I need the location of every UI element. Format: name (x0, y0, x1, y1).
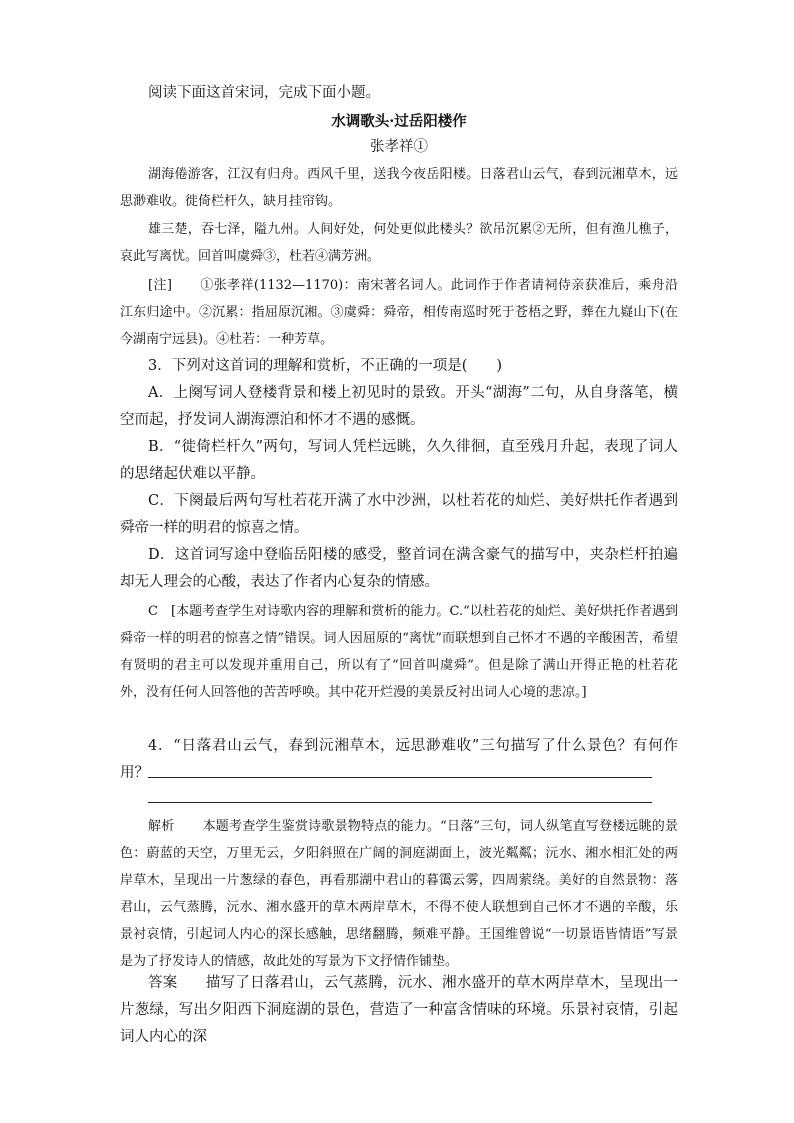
analysis-text: 本题考查学生鉴赏诗歌景物特点的能力。“日落”三句，词人纵笔直写登楼远眺的景色：蔚蓝的天空，万里无云，夕阳斜照在广阔的洞庭湖面上，波光粼粼；沅水、湘水相汇处的两岸草木，呈现出一片葱绿的春色，再看那湖中君山的暮霭云雾，四周萦绕。美好的自然景物：落君山，云气蒸腾，沅水、湘水盛开的草木两岸草木，不得不使人联想到自己怀才不遇的辛酸，乐景衬哀情，引起词人内心的深长感触，思绪翻腾，频难平静。王国维曾说“一切景语皆情语”写景是为了抒发诗人的情感，故此处的写景为下文抒情作铺垫。 (120, 819, 678, 969)
notes-label: [注] (148, 278, 172, 293)
analysis-label: 解析 (148, 819, 175, 834)
question-3-option-a: A．上阕写词人登楼背景和楼上初见时的景致。开头“湖海”二句，从自身落笔，横空而起，抒发词人湖海漂泊和怀才不遇的感慨。 (120, 385, 678, 428)
poem-stanza-1: 湖海倦游客，江汉有归舟。西风千里，送我今夜岳阳楼。日落君山云气，春到沅湘草木，远思渺难收。徙倚栏杆久，缺月挂帘钩。 (120, 167, 678, 209)
poem-stanza-2: 雄三楚，吞七泽，隘九州。人间好处，何处更似此楼头？欲吊沉累②无所，但有渔儿樵子，哀此写离忧。回首叫虞舜③，杜若④满芳洲。 (120, 222, 678, 264)
question-3-option-d: D．这首词写途中登临岳阳楼的感受，整首词在满含豪气的描写中，夹杂栏杆拍遍却无人理会的心酸，表达了作者内心复杂的情感。 (120, 547, 678, 590)
answer-line-2 (148, 802, 652, 803)
answer-label: 答案 (148, 975, 178, 991)
intro-instruction: 阅读下面这首宋词，完成下面小题。 (148, 85, 380, 101)
question-3-stem: 3．下列对这首词的理解和赏析，不正确的一项是( ) (148, 358, 503, 374)
question-4-stem: 4．“日落君山云气，春到沅湘草木，远思渺难收”三句描写了什么景色？有何作用？ (120, 738, 678, 781)
notes-text: ①张孝祥(1132—1170)：南宋著名词人。此词作于作者请祠侍亲获准后，乘舟沿江东归途中。②沉累：指屈原沉湘。③虞舜：舜帝，相传南巡时死于苍梧之野，葬在九嶷山下(在今湖南宁远县)。④杜若：一种芳草。 (120, 278, 678, 347)
question-3-answer: C [本题考查学生对诗歌内容的理解和赏析的能力。C.“以杜若花的灿烂、美好烘托作者遇到舜帝一样的明君的惊喜之情”错误。词人因屈原的“离忧”而联想到自己怀才不遇的辛酸困苦，希望有贤明的君主可以发现并重用自己，所以有了“回首叫虞舜”。但是除了满山开得正艳的杜若花外，没有任何人回答他的苦苦呼唤。其中花开烂漫的美景反衬出词人心境的悲凉。] (120, 604, 678, 700)
answer-line-1 (148, 777, 652, 778)
poem-title: 水调歌头·过岳阳楼作 (331, 113, 467, 130)
question-3-option-b: B．“徙倚栏杆久”两句，写词人凭栏远眺，久久徘徊，直至残月升起，表现了词人的思绪起伏难以平静。 (120, 439, 678, 482)
annotation-notes (120, 272, 678, 353)
question-4-answer (120, 970, 678, 1051)
poem-author: 张孝祥① (370, 139, 428, 155)
question-4-analysis (120, 813, 678, 975)
question-3-option-c: C．下阕最后两句写杜若花开满了水中沙洲，以杜若花的灿烂、美好烘托作者遇到舜帝一样的明君的惊喜之情。 (120, 493, 678, 536)
answer-text: 描写了日落君山，云气蒸腾，沅水、湘水盛开的草木两岸草木，呈现出一片葱绿，写出夕阳西下洞庭湖的景色，营造了一种富含情味的环境。乐景衬哀情，引起词人内心的深 (120, 975, 678, 1045)
